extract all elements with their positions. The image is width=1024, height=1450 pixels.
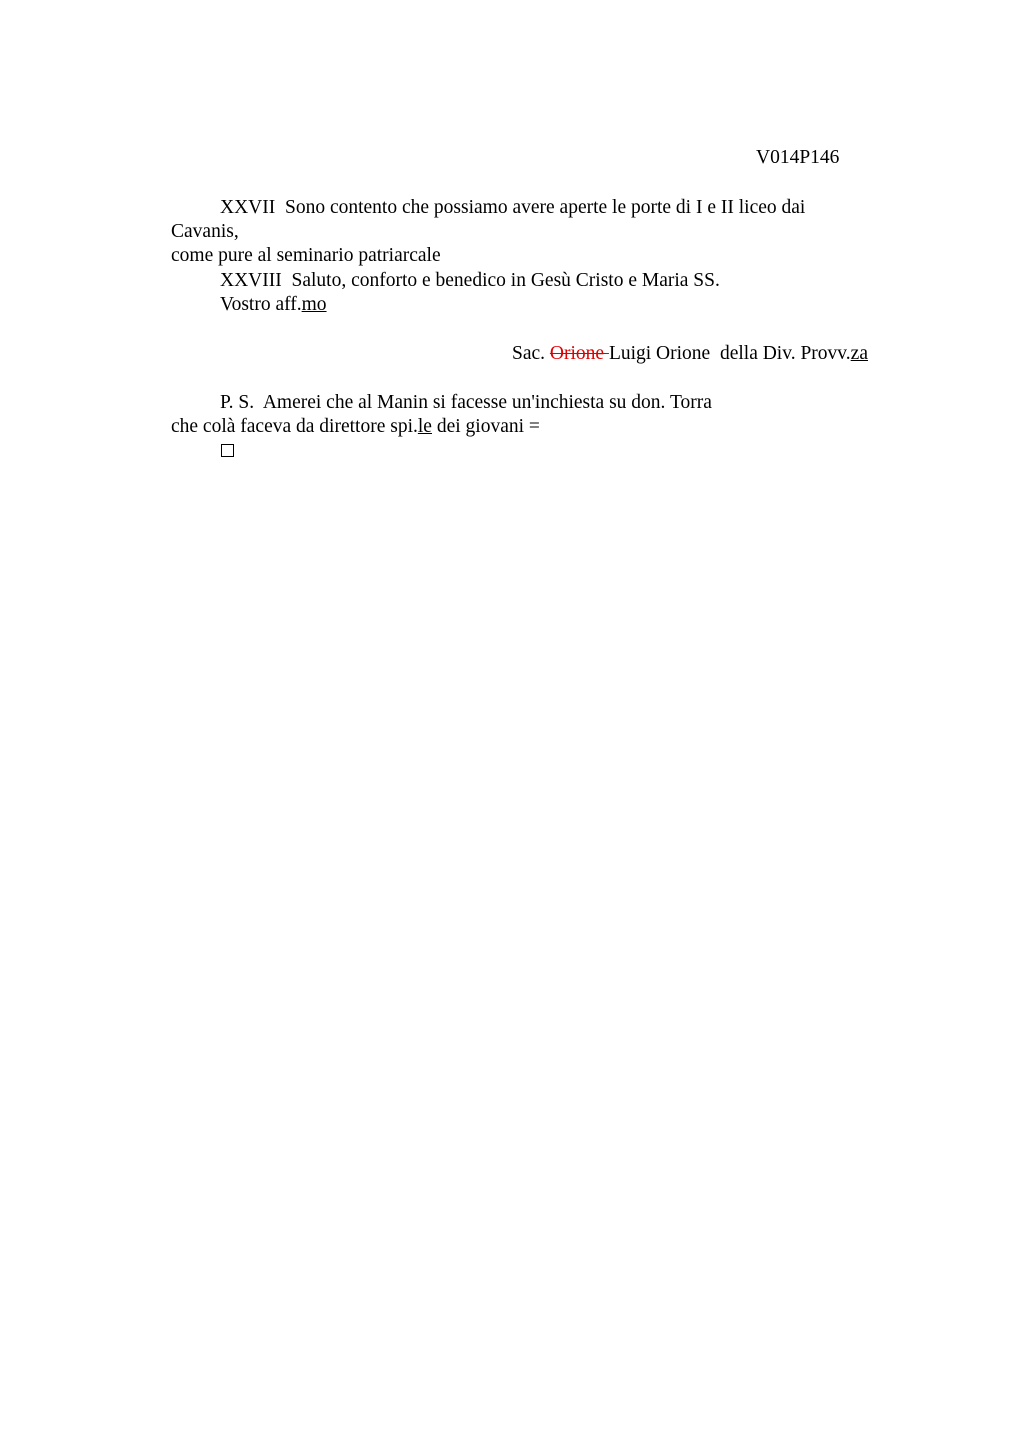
closing-text: Vostro aff.: [220, 294, 302, 315]
paragraph-xxvii-line-3: come pure al seminario patriarcale: [171, 245, 441, 266]
empty-square-icon: [221, 444, 234, 457]
postscript-text-a: che colà faceva da direttore spi.: [171, 416, 418, 437]
paragraph-xxvii-line-1: XXVII Sono contento che possiamo avere aperte le porte di I e II liceo dai: [220, 197, 806, 218]
paragraph-xxviii: XXVIII Saluto, conforto e benedico in Gesù Cristo e Maria SS.: [220, 270, 720, 291]
signature-name: Luigi Orione della Div. Provv.: [608, 343, 851, 364]
signature-abbrev: za: [850, 343, 868, 364]
postscript-line-2: [171, 415, 540, 439]
signature: [512, 342, 868, 366]
closing-line: [220, 293, 327, 317]
postscript-abbrev: le: [417, 416, 432, 437]
postscript-text-b: dei giovani =: [431, 416, 540, 437]
closing-abbrev: mo: [301, 294, 327, 315]
signature-deleted-word: Orione: [549, 343, 609, 364]
page-code: V014P146: [756, 147, 840, 168]
postscript-line-1: P. S. Amerei che al Manin si facesse un'inchiesta su don. Torra: [220, 392, 712, 413]
signature-prefix: Sac.: [512, 343, 550, 364]
paragraph-xxvii-line-2: Cavanis,: [171, 221, 239, 242]
